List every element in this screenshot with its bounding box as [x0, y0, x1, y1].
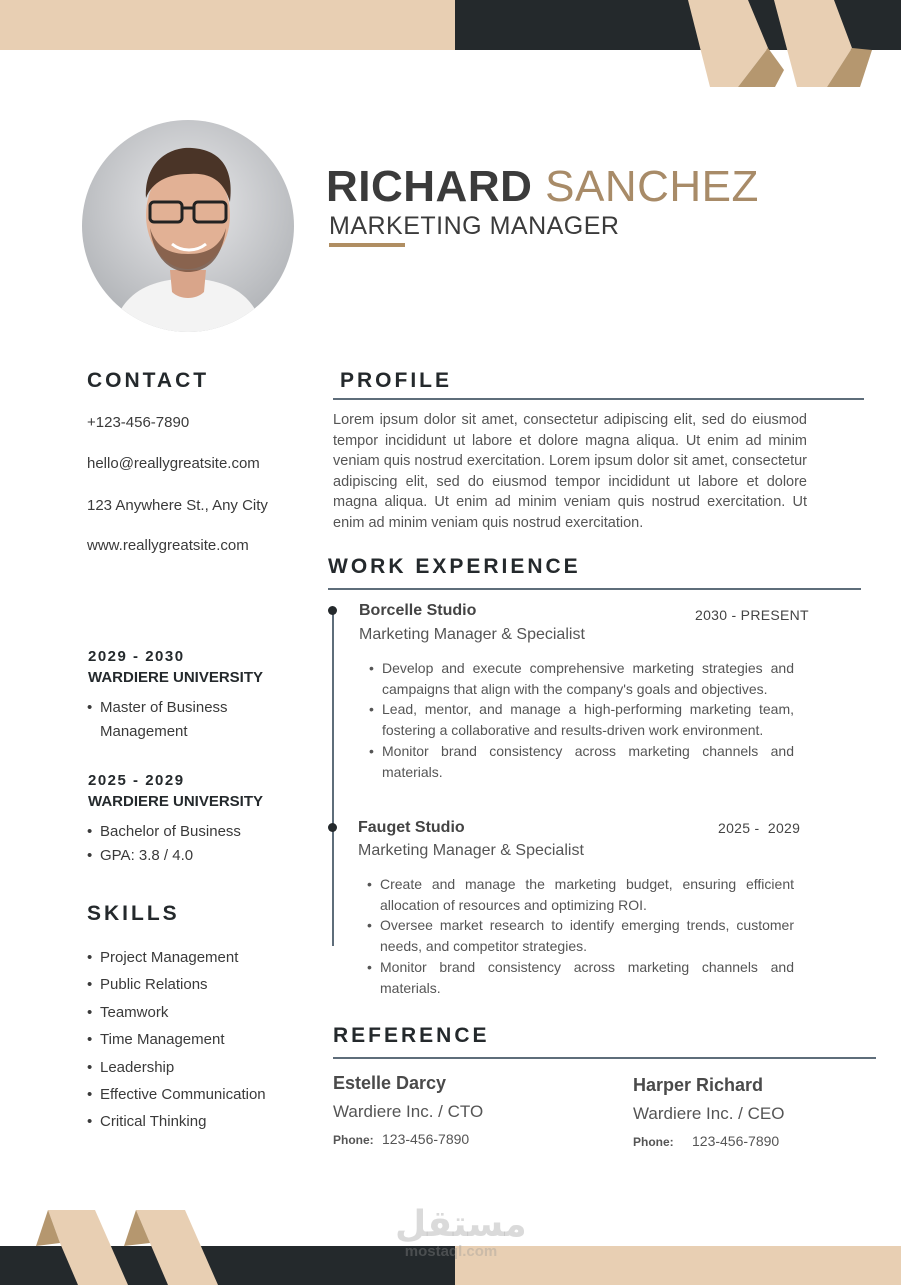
job-dates: 2025 - 2029 [718, 820, 801, 836]
job-title: MARKETING MANAGER [329, 212, 620, 240]
contact-phone: +123-456-7890 [87, 414, 190, 431]
skill-item: • Public Relations [87, 975, 307, 1002]
title-underline [329, 243, 405, 247]
reference-name: Harper Richard [633, 1075, 764, 1095]
contact-email: hello@reallygreatsite.com [87, 455, 260, 472]
skill-item: • Teamwork [87, 1003, 307, 1030]
education-school: WARDIERE UNIVERSITY [88, 669, 264, 686]
last-name: SANCHEZ [545, 162, 759, 211]
header-stripes-decoration [0, 0, 901, 90]
profile-divider [333, 398, 864, 400]
experience-heading: WORK EXPERIENCE [328, 555, 581, 578]
education-school: WARDIERE UNIVERSITY [88, 793, 264, 810]
profile-heading: PROFILE [340, 369, 453, 392]
job-role: Marketing Manager & Specialist [358, 842, 584, 859]
job-company: Fauget Studio [358, 819, 465, 836]
list-item: • Monitor brand consistency across marketing channels and materials. [369, 741, 794, 782]
timeline-dot [328, 606, 337, 615]
list-item: • Bachelor of Business [87, 820, 287, 844]
skill-item: • Leadership [87, 1058, 307, 1085]
education-years: 2029 - 2030 [88, 648, 185, 665]
experience-divider [328, 588, 861, 590]
job-role: Marketing Manager & Specialist [359, 626, 585, 643]
education-years: 2025 - 2029 [88, 772, 185, 789]
skills-list [87, 948, 307, 1140]
job-dates: 2030 - PRESENT [695, 607, 809, 623]
skill-item: • Critical Thinking [87, 1112, 307, 1139]
contact-heading: CONTACT [87, 369, 210, 392]
list-item: • Monitor brand consistency across marketing channels and materials. [367, 957, 794, 998]
reference-name: Estelle Darcy [333, 1073, 447, 1093]
reference-phone: 123-456-7890 [692, 1133, 780, 1149]
reference-company: Wardiere Inc. / CEO [633, 1104, 785, 1123]
list-item: • Oversee market research to identify emerging trends, customer needs, and competitor strategies. [367, 915, 794, 956]
profile-text: Lorem ipsum dolor sit amet, consectetur adipiscing elit, sed do eiusmod tempor incididunt ut labore et dolore magna aliqua. Ut enim ad minim veniam quis nostrud exercitation. Lorem ipsum dolor sit amet, consectetur adipiscing elit, sed do eiusmod tempor incididunt ut labore et dolore magna aliqua. Ut enim ad minim veniam quis nostrud exercitation. Ut enim ad minim veniam quis nostrud exercitation. [333, 412, 807, 531]
list-item: • Create and manage the marketing budget, ensuring efficient allocation of resources and optimizing ROI. [367, 874, 794, 915]
contact-address: 123 Anywhere St., Any City [87, 497, 268, 514]
reference-company: Wardiere Inc. / CTO [333, 1102, 484, 1121]
watermark-logo [395, 1204, 527, 1260]
contact-website: www.reallygreatsite.com [87, 537, 249, 554]
reference-heading: REFERENCE [333, 1024, 490, 1047]
skill-item: • Project Management [87, 948, 307, 975]
full-name [326, 160, 759, 214]
experience-timeline [332, 610, 334, 946]
list-item: • Master of Business Management [87, 696, 247, 744]
list-item: • Develop and execute comprehensive marketing strategies and campaigns that align with the company's goals and objectives. [369, 658, 794, 699]
education-details [87, 696, 247, 744]
education-details [87, 820, 287, 868]
reference-phone-label: Phone: [333, 1133, 374, 1147]
job-company: Borcelle Studio [359, 602, 477, 619]
watermark-latin: mostaql.com [404, 1243, 498, 1260]
job-duties [367, 874, 794, 998]
footer-beige-bar [455, 1246, 901, 1285]
skill-item: • Effective Communication [87, 1085, 307, 1112]
profile-photo [82, 120, 294, 332]
first-name: RICHARD [326, 162, 533, 211]
skill-item: • Time Management [87, 1030, 307, 1057]
timeline-dot [328, 823, 337, 832]
skills-heading: SKILLS [87, 902, 180, 925]
list-item: • GPA: 3.8 / 4.0 [87, 844, 287, 868]
job-duties [369, 658, 794, 782]
reference-phone-label: Phone: [633, 1135, 674, 1149]
reference-divider [333, 1057, 876, 1059]
footer-stripes-decoration [0, 1205, 260, 1285]
watermark-arabic: مستقل [395, 1204, 527, 1245]
reference-phone: 123-456-7890 [382, 1131, 470, 1147]
list-item: • Lead, mentor, and manage a high-performing marketing team, fostering a collaborative and results-driven work environment. [369, 699, 794, 740]
